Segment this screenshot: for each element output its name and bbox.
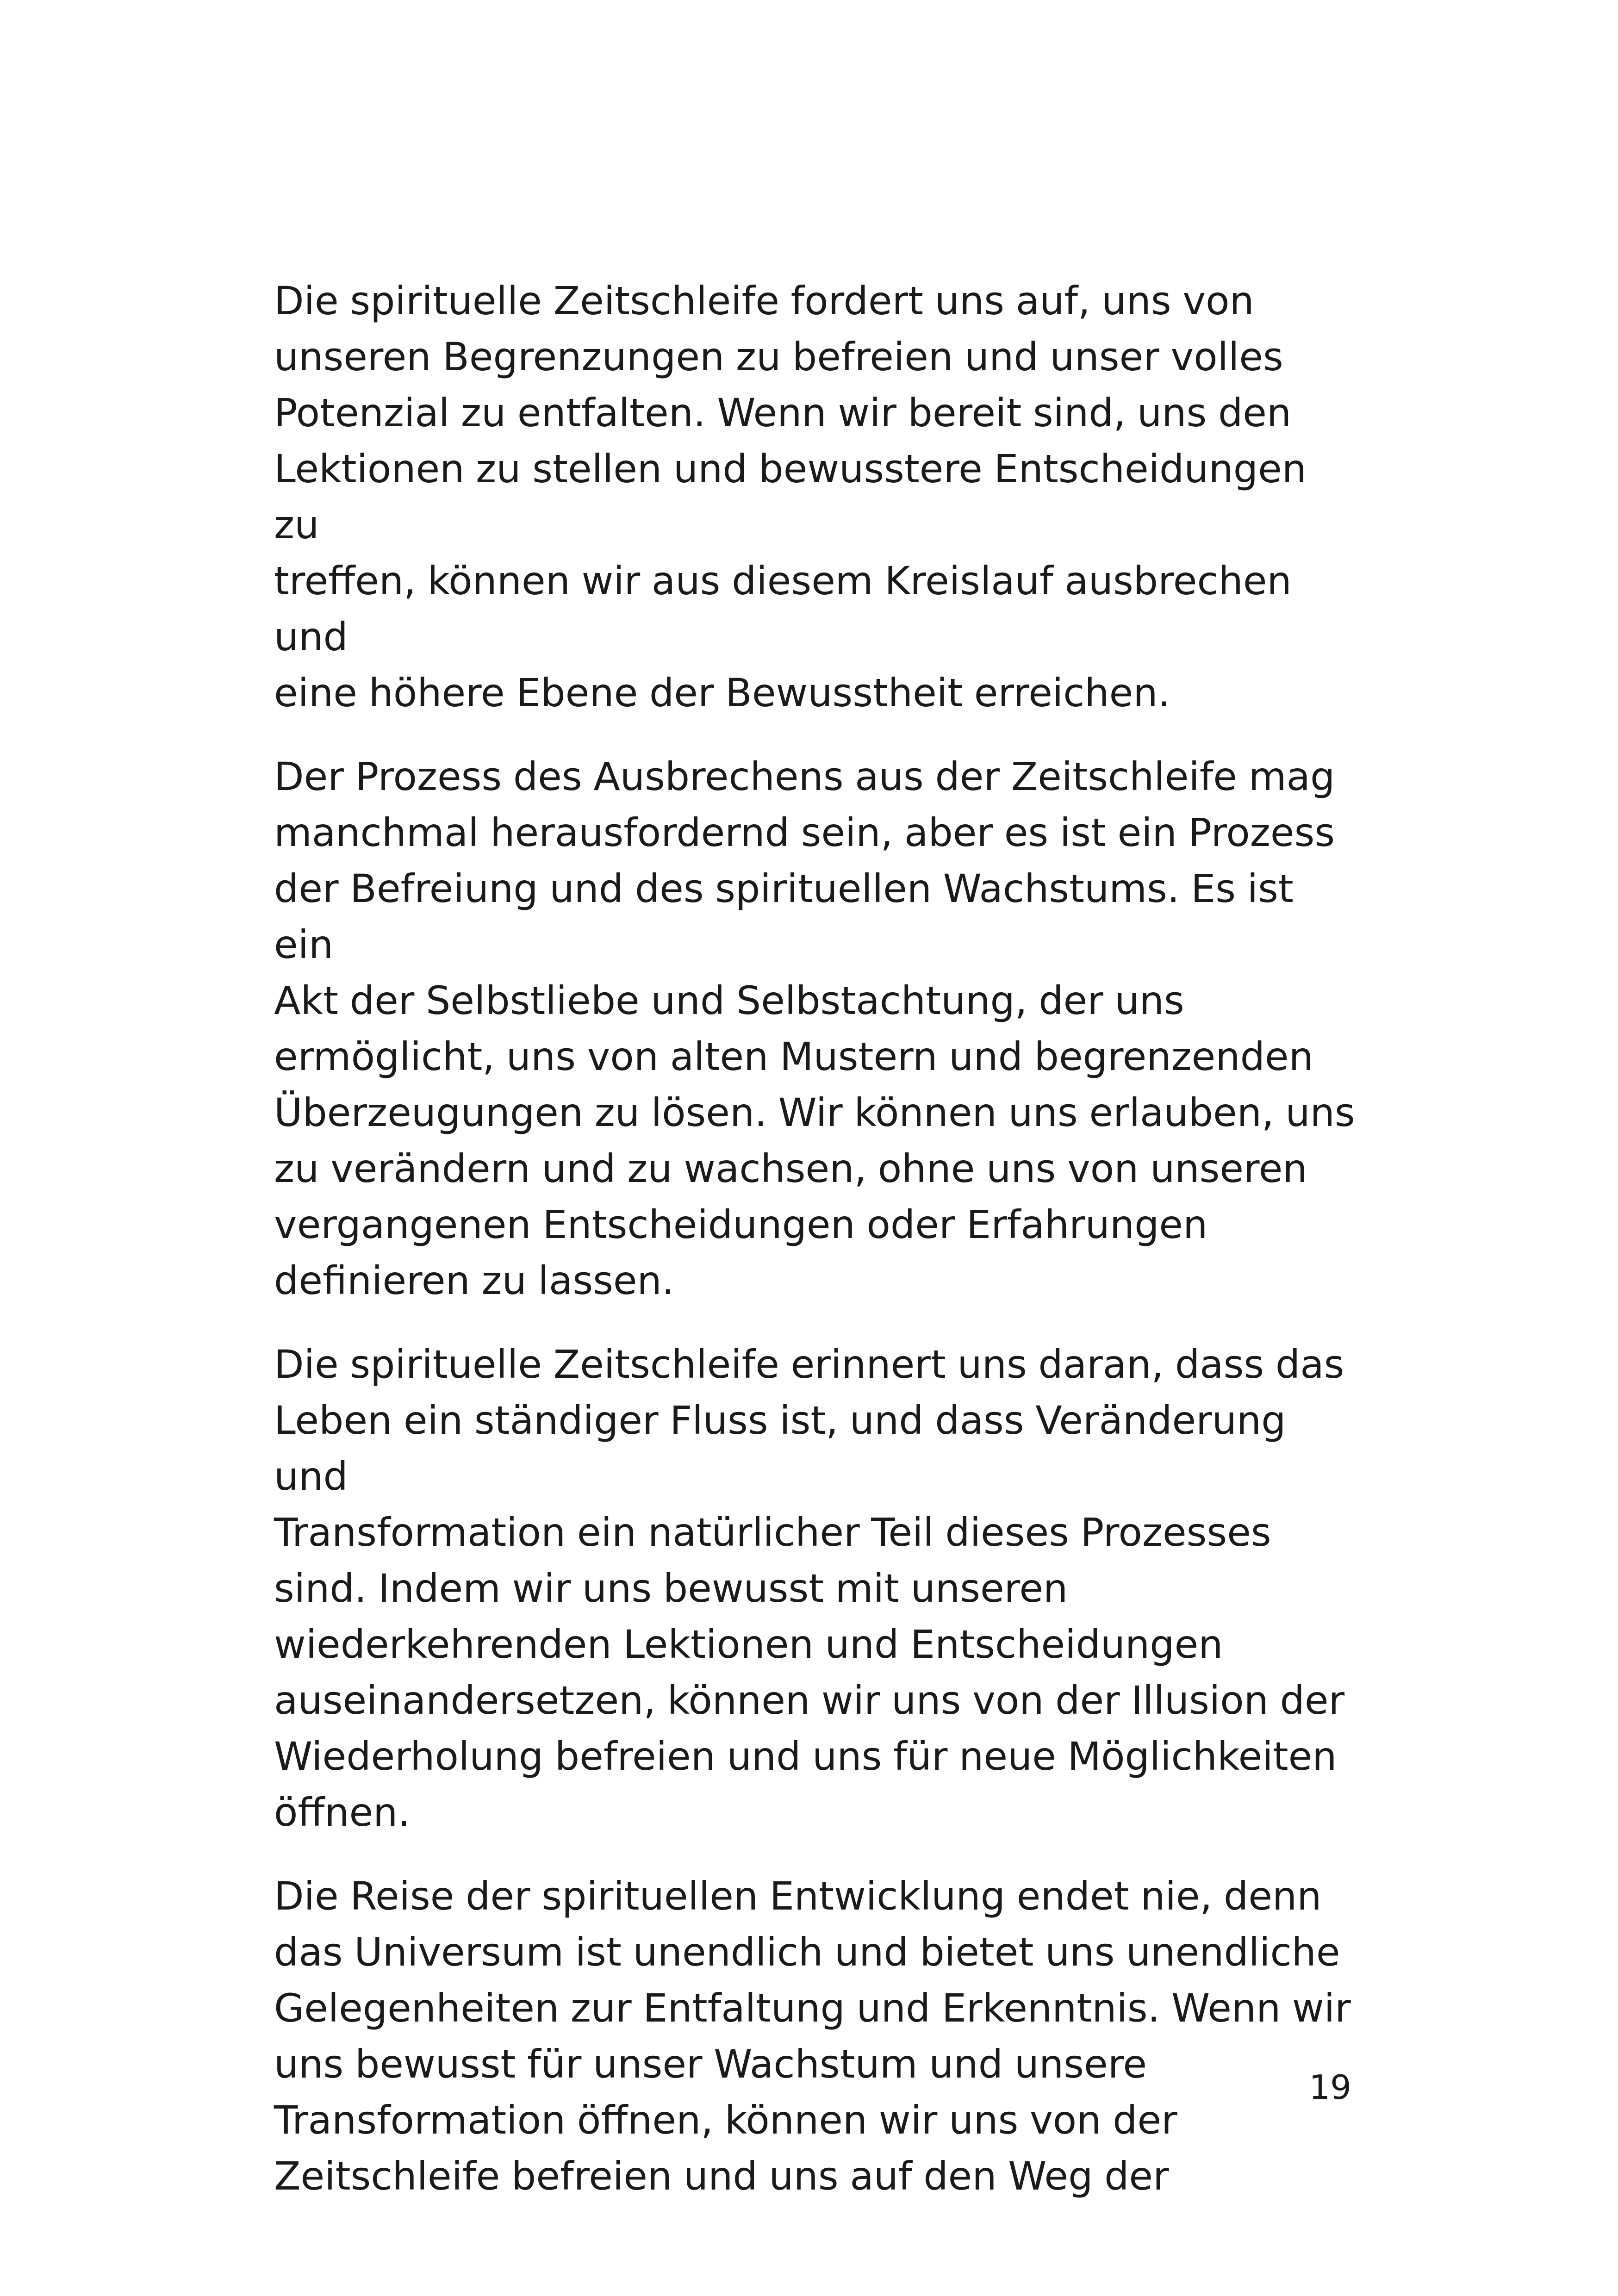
paragraph-4: Die Reise der spirituellen Entwicklung endet nie, denn das Universum ist unendlich und bietet uns unendliche Gelegenheiten zur Entfaltung und Erkenntnis. Wenn wir uns bewusst für unser Wachstum und unsere Transformation öffnen, können wir uns von der Zeitschleife befreien und uns auf den Weg der — [274, 1873, 1351, 2199]
paragraph-2: Der Prozess des Ausbrechens aus der Zeitschleife mag manchmal herausfordernd sein, aber es ist ein Prozess der Befreiung und des spirituellen Wachstums. Es ist ein Akt der Selbstliebe und Selbstachtung, der uns ermöglicht, uns von alten Mustern und begrenzenden Überzeugungen zu lösen. Wir können uns erlauben, uns zu verändern und zu wachsen, ohne uns von unseren vergangenen Entscheidungen oder Erfahrungen definieren zu lassen. — [274, 754, 1355, 1303]
paragraph-3: Die spirituelle Zeitschleife erinnert uns daran, dass das Leben ein ständiger Fluss ist, und dass Veränderung und Transformation ein natürlicher Teil dieses Prozesses sind. Indem wir uns bewusst mit unseren wiederkehrenden Lektionen und Entscheidungen auseinandersetzen, können wir uns von der Illusion der Wiederholung befreien und uns für neue Möglichkeiten öffnen. — [274, 1342, 1345, 1835]
page-number: 19 — [1309, 2068, 1351, 2107]
paragraph-1: Die spirituelle Zeitschleife fordert uns auf, uns von unseren Begrenzungen zu befreien und unser volles Potenzial zu entfalten. Wenn wir bereit sind, uns den Lektionen zu stellen und bewusstere Entscheidungen zu treffen, können wir aus diesem Kreislauf ausbrechen und eine höhere Ebene der Bewusstheit erreichen. — [274, 278, 1307, 716]
body-text — [274, 273, 1357, 2232]
